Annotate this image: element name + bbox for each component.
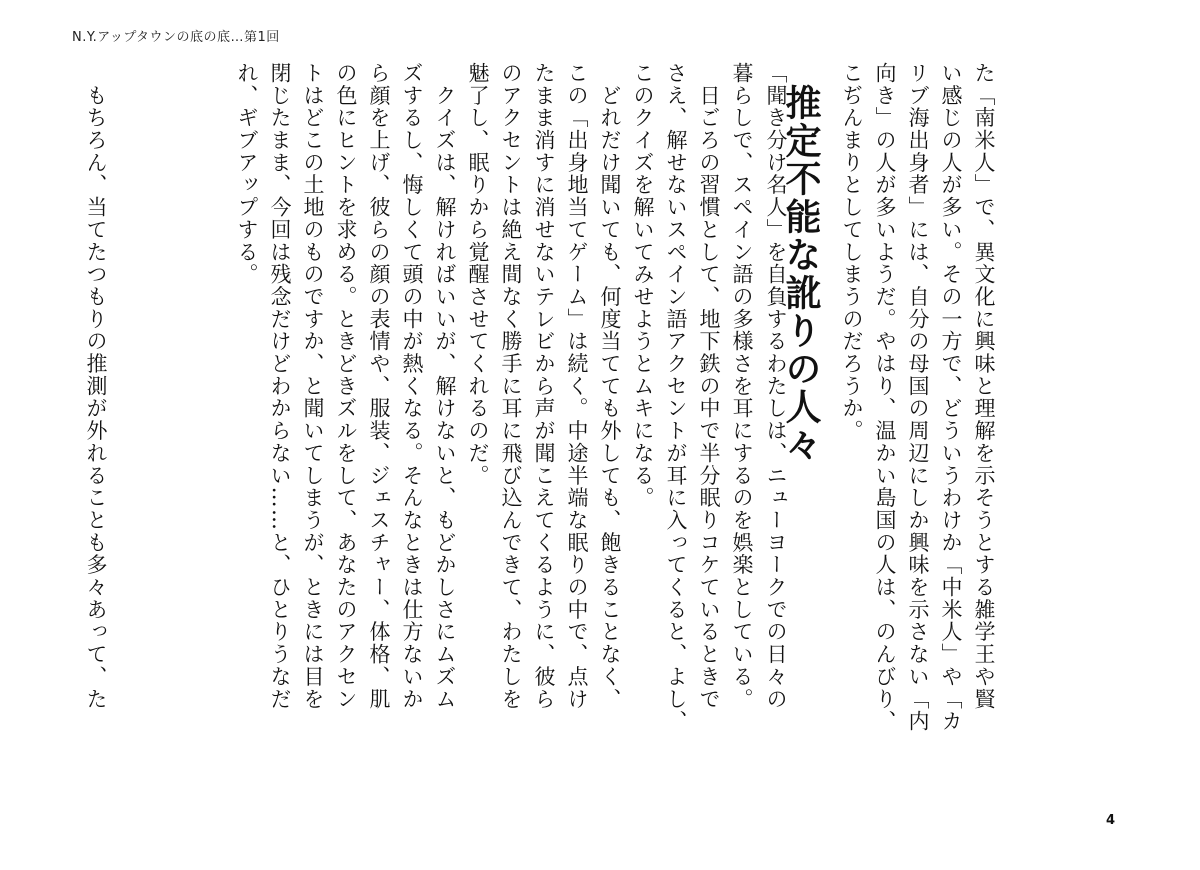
body-column: た「南米人」で、異文化に興味と理解を示そうとする雑学王や賢 <box>972 62 996 711</box>
body-column: トはどこの土地のものですか、と聞いてしまうが、ときには目を <box>301 62 325 711</box>
body-column: のアクセントは絶え間なく勝手に耳に飛び込んできて、わたしを <box>499 62 523 711</box>
body-column: れ、ギブアップする。 <box>235 62 259 286</box>
body-column: 向き」の人が多いようだ。やはり、温かい島国の人は、のんびり、 <box>873 62 897 733</box>
body-column: リブ海出身者」には、自分の母国の周辺にしか興味を示さない「内 <box>906 62 930 733</box>
body-column: こぢんまりとしてしまうのだろうか。 <box>840 62 864 442</box>
body-column: 「聞き分け名人」を自負するわたしは、ニューヨークでの日々の <box>764 62 788 711</box>
body-column: この「出身地当てゲーム」は続く。中途半端な眠りの中で、点け <box>565 62 589 711</box>
body-column: ズするし、悔しくて頭の中が熱くなる。そんなときは仕方ないか <box>400 62 424 711</box>
body-column: どれだけ聞いても、何度当てても外しても、飽きることなく、 <box>598 62 622 711</box>
body-column: さえ、解せないスペイン語アクセントが耳に入ってくると、よし、 <box>664 62 688 733</box>
running-header: N.Y.アップタウンの底の底…第1回 <box>72 30 280 45</box>
body-column: 魅了し、眠りから覚醒させてくれるのだ。 <box>466 62 490 487</box>
body-column: 閉じたまま、今回は残念だけどわからない……と、ひとりうなだ <box>268 62 292 711</box>
body-column: 暮らしで、スペイン語の多様さを耳にするのを娯楽としている。 <box>730 62 754 711</box>
body-column: ら顔を上げ、彼らの顔の表情や、服装、ジェスチャー、体格、肌 <box>367 62 391 711</box>
body-column: い感じの人が多い。その一方で、どういうわけか「中米人」や「カ <box>939 62 963 733</box>
body-column: もちろん、当てたつもりの推測が外れることも多々あって、た <box>84 62 108 711</box>
body-column: 日ごろの習慣として、地下鉄の中で半分眠りコケているときで <box>697 62 721 711</box>
body-column: の色にヒントを求める。ときどきズルをして、あなたのアクセン <box>334 62 358 711</box>
body-column: このクイズを解いてみせようとムキになる。 <box>631 62 655 509</box>
page-number: 4 <box>1106 813 1116 828</box>
body-column: クイズは、解ければいいが、解けないと、もどかしさにムズム <box>433 62 457 711</box>
section-heading: 推定不能な訛りの人々 <box>780 84 821 464</box>
body-column: たまま消すに消せないテレビから声が聞こえてくるように、彼ら <box>532 62 556 711</box>
